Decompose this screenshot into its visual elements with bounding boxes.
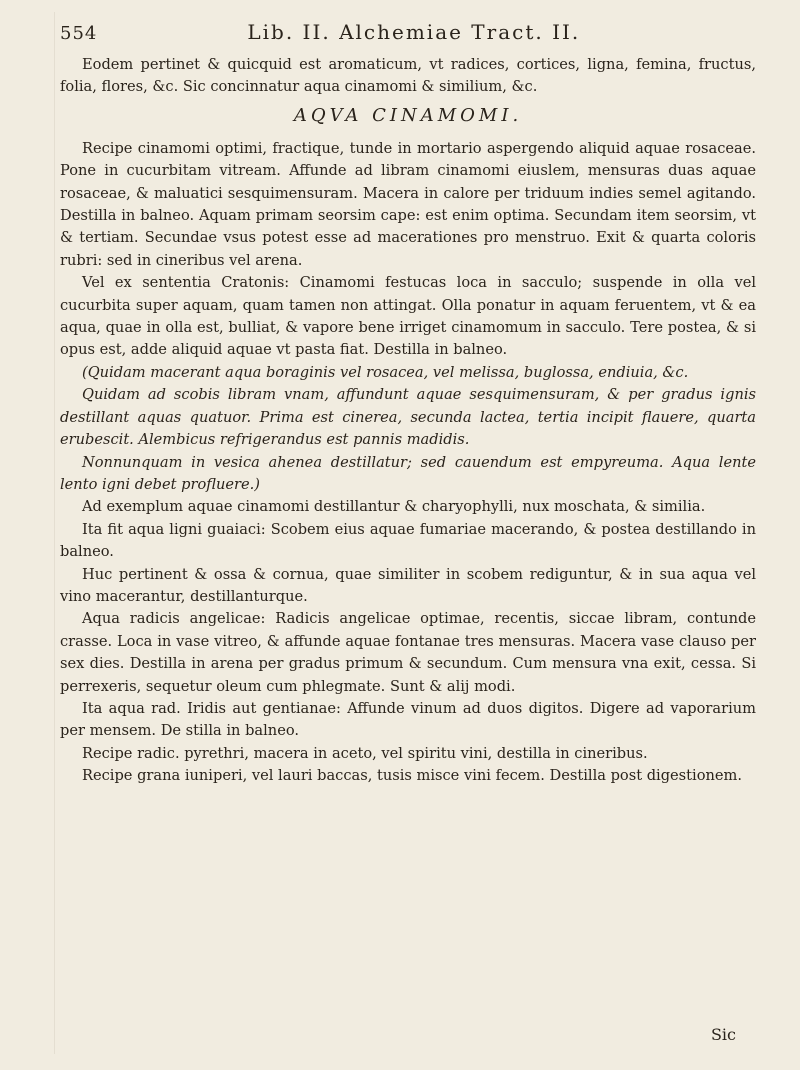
- running-head: [60, 20, 756, 44]
- paragraph-aromatics: Eodem pertinet & quicquid est aromaticum, vt radices, cortices, ligna, femina, fructus, folia, flores, &c. Sic concinnatur aqua cinamomi & similium, &c.: [60, 56, 756, 96]
- paragraph-nonnunquam: Nonnunquam in vesica ahenea destillatur; sed cauendum est empyreuma. Aqua lente lento igni debet profluere.): [60, 453, 756, 493]
- paragraph-guaiaci: Ita fit aqua ligni guaiaci: Scobem eius aquae fumariae macerando, & postea destillando in balneo.: [60, 520, 756, 561]
- page-number: 554: [60, 23, 98, 44]
- paragraph-angelica: Aqua radicis angelicae: Radicis angelicae optimae, recentis, siccae libram, contunde crasse. Loca in vase vitreo, & affunde aquae fontanae tres mensuras. Macera vase clauso per sex dies. Destilla in arena per gradus primum & secundum. Cum mensura vna exit, cessa. Si perrexeris, sequetur oleum cum phlegmate. Sunt & alij modi.: [60, 610, 756, 695]
- paragraph-quidam-macerant: (Quidam macerant aqua boraginis vel rosacea, vel melissa, buglossa, endiuia, &c.: [82, 363, 689, 381]
- paragraph-iridis: Ita aqua rad. Iridis aut gentianae: Affunde vinum ad duos digitos. Digere ad vaporarium per mensem. De stilla in balneo.: [60, 699, 756, 740]
- paragraph-craton: Vel ex sententia Cratonis: Cinamomi festucas loca in sacculo; suspende in olla vel cucurbita super aquam, quam tamen non attingat. Olla ponatur in aquam feruentem, vt & ea aqua, quae in olla est, bulliat, & vapore bene irriget cinamomum in sacculo. Tere postea, & si opus est, adde aliquid aquae vt pasta fiat. Destilla in balneo.: [60, 274, 756, 359]
- paragraph-iuniperi: Recipe grana iuniperi, vel lauri baccas, tusis misce vini fecem. Destilla post digestionem.: [82, 767, 743, 785]
- paragraph-pyrethri: Recipe radic. pyrethri, macera in aceto, vel spiritu vini, destilla in cineribus.: [82, 744, 648, 762]
- paragraph-quidam-scobis: Quidam ad scobis libram vnam, affundunt aquae sesquimensuram, & per gradus ignis destillant aquas quatuor. Prima est cinerea, secunda lactea, tertia incipit flauere, quarta erubescit. Alembicus refrigerandus est pannis madidis.: [60, 386, 756, 449]
- running-title: Lib. II. Alchemiae Tract. II.: [247, 20, 581, 44]
- catchword: Sic: [710, 1025, 736, 1044]
- paragraph-ossa: Huc pertinent & ossa & cornua, quae similiter in scobem rediguntur, & in sua aqua vel vino macerantur, destillanturque.: [60, 565, 756, 605]
- section-title: AQVA CINAMOMI.: [293, 104, 523, 126]
- paragraph-recipe-cinamomi: Recipe cinamomi optimi, fractique, tunde in mortario aspergendo aliquid aquae rosaceae. Pone in cucurbitam vitream. Affunde ad libram cinamomi eiuslem, mensuras duas aquae rosaceae, & maluatici sesquimensuram. Macera in calore per triduum indies semel agitando. Destilla in balneo. Aquam primam seorsim cape: est enim optima. Secundam item seorsim, vt & tertiam. Secundae vsus potest esse ad macerationes pro menstruo. Exit & quarta coloris rubri: sed in cineribus vel arena.: [60, 139, 756, 269]
- paragraph-exemplum: Ad exemplum aquae cinamomi destillantur & charyophylli, nux moschata, & similia.: [82, 498, 706, 516]
